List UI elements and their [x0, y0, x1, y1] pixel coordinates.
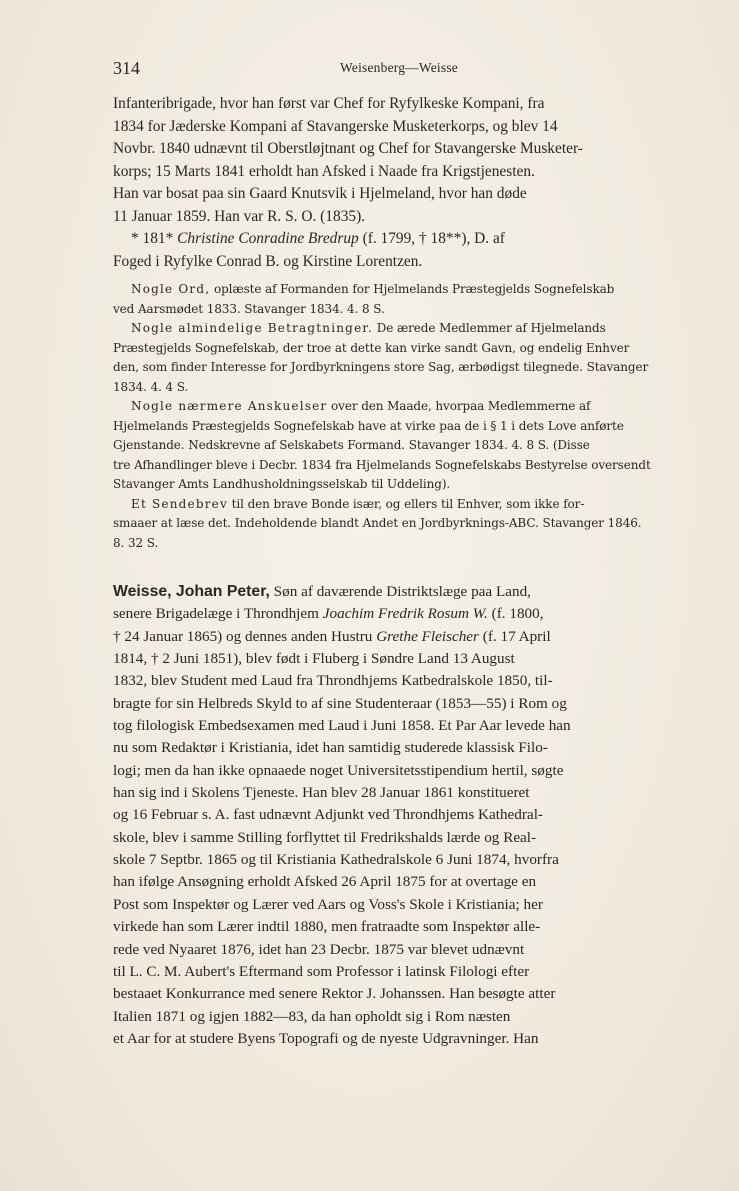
work-text: oplæste af Formanden for Hjelmelands Præstegjelds Sognefelskab — [210, 282, 615, 296]
entry-line: 1814, † 2 Juni 1851), blev født i Fluberg i Søndre Land 13 August — [113, 650, 515, 668]
entry-line: og 16 Februar s. A. fast udnævnt Adjunkt ved Throndhjems Kathedral- — [113, 806, 543, 824]
entry-text: senere Brigadelæge i Throndhjem — [113, 605, 323, 623]
mother-name: Grethe Fleischer — [376, 627, 479, 645]
running-head: Weisenberg—Weisse — [340, 60, 458, 75]
entry-line: logi; men da han ikke opnaaede noget Universitetsstipendium hertil, søgte — [113, 761, 564, 779]
entry-line: bestaaet Konkurrance med senere Rektor J. Johanssen. Han besøgte atter — [113, 985, 556, 1003]
work-text: til den brave Bonde især, og ellers til Enhver, som ikke for- — [227, 496, 585, 511]
works-list — [113, 280, 685, 553]
spouse-dates: (f. 1799, † 18**), D. af — [358, 230, 505, 247]
work-line: den, som finder Interesse for Jordbyrkningens store Sag, ærbødigst tilegnede. Stavanger — [113, 360, 649, 374]
entry-line: skole, blev i samme Stilling forflyttet til Fredrikshalds lærde og Real- — [113, 828, 537, 846]
entry-line — [113, 626, 685, 648]
text-line: Novbr. 1840 udnævnt til Oberstløjtnant og Chef for Stavangerske Musketer- — [113, 140, 583, 157]
work-title: Nogle Ord, — [131, 282, 211, 296]
entry-line — [113, 581, 685, 603]
spouse-prefix: * 181* — [131, 230, 178, 247]
work-line: 1834. 4. 4 S. — [113, 379, 189, 394]
work-title: Nogle nærmere Anskuelser — [131, 399, 328, 413]
text-line: 1834 for Jæderske Kompani af Stavangerske Musketerkorps, og blev 14 — [113, 117, 558, 135]
work-text: over den Maade, hvorpaa Medlemmerne af — [327, 399, 591, 413]
continuation-paragraph — [113, 93, 685, 228]
entry-line: Post som Inspektør og Lærer ved Aars og Voss's Skole i Kristiania; her — [113, 895, 543, 913]
entry-line: et Aar for at studere Byens Topografi og de nyeste Udgravninger. Han — [113, 1029, 539, 1047]
entry-line: skole 7 Septbr. 1865 og til Kristiania Kathedralskole 6 Juni 1874, hvorfra — [113, 851, 559, 869]
entry-line: tog filologisk Embedsexamen med Laud i Juni 1858. Et Par Aar levede han — [113, 717, 571, 735]
entry-line — [113, 603, 685, 625]
entry-line: virkede han som Lærer indtil 1880, men fratraadte som Inspektør alle- — [113, 918, 541, 936]
work-text: De ærede Medlemmer af Hjelmelands — [373, 321, 606, 335]
biography-entry — [113, 581, 685, 1050]
text-line — [113, 228, 685, 251]
spouse-paragraph-cont — [113, 251, 685, 274]
work-title: Et Sendebrev — [131, 496, 228, 511]
text-line: 11 Januar 1859. Han var R. S. O. (1835). — [113, 207, 366, 225]
entry-text: (f. 1800, — [487, 605, 544, 623]
text-line: Foged i Ryfylke Conrad B. og Kirstine Lorentzen. — [113, 252, 423, 270]
page-body — [113, 93, 685, 1050]
entry-line: han ifølge Ansøgning erholdt Afsked 26 April 1875 for at overtage en — [113, 873, 537, 891]
work-line: tre Afhandlinger bleve i Decbr. 1834 fra Hjelmelands Sognefelskabs Bestyrelse oversendt — [113, 457, 651, 472]
text-line: Infanteribrigade, hvor han først var Chef for Ryfylkeske Kompani, fra — [113, 95, 545, 112]
father-name: Joachim Fredrik Rosum W. — [322, 605, 488, 623]
work-line: Hjelmelands Præstegjelds Sognefelskab have at virke paa de i § 1 i dets Love anførte — [113, 418, 624, 433]
entry-line: til L. C. M. Aubert's Eftermand som Professor i latinsk Filologi efter — [113, 962, 530, 980]
work-line: Præstegjelds Sognefelskab, der troe at dette kan virke sandt Gavn, og endelig Enhver — [113, 340, 630, 355]
entry-text: † 24 Januar 1865) og dennes anden Hustru — [113, 627, 377, 645]
work-line: smaaer at læse det. Indeholdende blandt Andet en Jordbyrknings-ABC. Stavanger 1846. — [113, 516, 642, 530]
entry-line: Italien 1871 og igjen 1882—83, da han opholdt sig i Rom næsten — [113, 1007, 511, 1025]
entry-line: han sig ind i Skolens Tjeneste. Han blev 28 Januar 1861 konstitueret — [113, 784, 530, 802]
work-line: Gjenstande. Nedskrevne af Selskabets Formand. Stavanger 1834. 4. 8 S. (Disse — [113, 438, 590, 452]
work-item — [113, 495, 685, 515]
entry-line: bragte for sin Helbreds Skyld to af sine Studenteraar (1853—55) i Rom og — [113, 694, 567, 712]
text-line: Han var bosat paa sin Gaard Knutsvik i Hjelmeland, hvor han døde — [113, 185, 527, 202]
work-line: 8. 32 S. — [113, 535, 159, 550]
entry-text: (f. 17 April — [478, 627, 551, 645]
work-item — [113, 280, 685, 300]
entry-line: rede ved Nyaaret 1876, idet han 23 Decbr. 1875 var blevet udnævnt — [113, 940, 525, 958]
page-number: 314 — [113, 58, 140, 78]
work-title: Nogle almindelige Betragtninger. — [131, 321, 374, 335]
entry-line: 1832, blev Student med Laud fra Throndhjems Katbedralskole 1850, til- — [113, 672, 553, 690]
work-line: Stavanger Amts Landhusholdningsselskab til Uddeling). — [113, 477, 451, 491]
entry-text: Søn af daværende Distriktslæge paa Land, — [269, 583, 531, 600]
text-line: korps; 15 Marts 1841 erholdt han Afsked i Naade fra Krigstjenesten. — [113, 162, 535, 180]
entry-line: nu som Redaktør i Kristiania, idet han samtidig studerede klassisk Filo- — [113, 739, 548, 757]
page-header — [113, 58, 685, 82]
work-line: ved Aarsmødet 1833. Stavanger 1834. 4. 8 S. — [113, 301, 385, 316]
work-item — [113, 397, 685, 417]
work-item — [113, 319, 685, 339]
spouse-paragraph — [113, 228, 685, 251]
entry-name: Weisse, Johan Peter, — [113, 583, 270, 600]
spouse-name: Christine Conradine Bredrup — [177, 230, 359, 247]
